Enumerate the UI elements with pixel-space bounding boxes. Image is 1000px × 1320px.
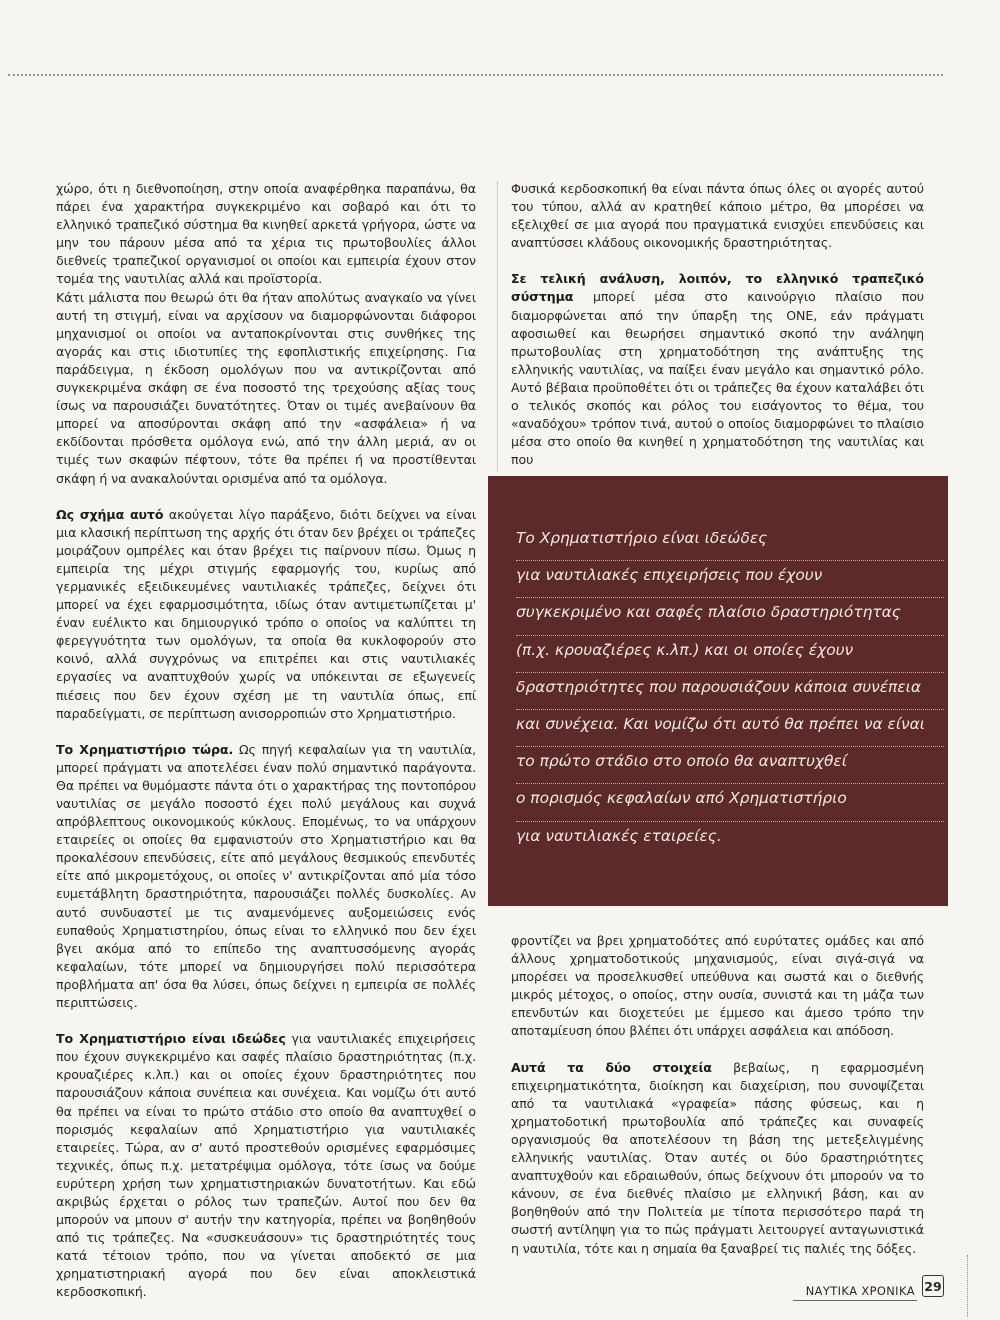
right-bottom-paragraph-2-lead: Αυτά τα δύο στοιχεία — [511, 1059, 712, 1075]
right-bottom-paragraph-2-body: βεβαίως, η εφαρμοσμένη επιχειρηματικότητα, διοίκηση και διαχείριση, που συνοψίζεται από τα ναυτιλιακά «γραφεία» πάσης φύσεως, και η χρηματοδοτική πρωτοβουλία από τράπεζες και συναφείς οργανισμούς θα αποτελέσουν τη βάση της μετεξελιγμένης ελληνικής ναυτιλίας. Όταν αυτές οι δύο δραστηριότητες αναπτυχθούν και εδραιωθούν, όπως δείχνουν ότι μπορούν να το κάνουν, σε ένα διεθνές πλαίσιο με ελληνική βάση, και αν βοηθηθούν από την Πολιτεία με τίποτα περισσότερο παρά τη σωστή αντίληψη για το πώς πράγματι λειτουργεί ανταγωνιστικά η ναυτιλία, τότε και η σημαία θα ξαναβρεί τις παλιές της δόξες. — [511, 1059, 924, 1256]
pull-quote-line: το πρώτο στάδιο στο οποίο θα αναπτυχθεί — [516, 747, 944, 784]
column-divider — [497, 182, 498, 472]
left-paragraph-3-lead: Ως σχήμα αυτό — [56, 506, 164, 522]
page-edge-rule — [967, 1255, 968, 1317]
pull-quote-line: για ναυτιλιακές επιχειρήσεις που έχουν — [516, 561, 944, 598]
left-column — [56, 180, 476, 1302]
left-paragraph-4-body: Ως πηγή κεφαλαίων για τη ναυτιλία, μπορεί πράγματι να αποτελέσει έναν πολύ σημαντικό παράγοντα. Θα πρέπει να θυμόμαστε πάντα ότι ο χαρακτήρας της ποντοπόρου ναυτιλίας σε μεγάλο ποσοστό έχει πολύ μεγάλους και συχνά απρόβλεπτους οικονομικούς κύκλους. Επομένως, το να υπάρχουν εταιρείες οι οποίες θα εμφανιστούν στο Χρηματιστήριο και θα προκαλέσουν επενδύσεις, είτε από μεγάλους θεσμικούς επενδυτές είτε από μικρομετόχους, οι οποίες ν' αντικρίζονται από μία τόσο ευμετάβλητη δραστηριότητα, παρουσιάζει πολλές δυσκολίες. Αν αυτό συνδυαστεί με τις αναμενόμενες αυξομειώσεις ενός ευπαθούς Χρηματιστηρίου, όπως είναι το ελληνικό που δεν έχει βγει ακόμα από το επίπεδο της αναπτυσσόμενης αγοράς κεφαλαίων, τότε μπορεί να δημιουργήσει πολύ περισσότερα προβλήματα απ' όσα θα λύσει, όπως δείχνει η εμπειρία σε πολλές περιπτώσεις. — [56, 741, 476, 1011]
right-top-paragraph-2 — [511, 270, 924, 469]
page-number: 29 — [922, 1275, 944, 1297]
right-bottom-paragraph-2 — [511, 1059, 924, 1258]
pull-quote-line: δραστηριότητες που παρουσιάζουν κάποια συνέπεια — [516, 673, 944, 710]
top-dotted-rule — [8, 74, 943, 76]
pull-quote-line: για ναυτιλιακές εταιρείες. — [516, 826, 722, 845]
left-paragraph-1: χώρο, ότι η διεθνοποίηση, στην οποία αναφέρθηκα παραπάνω, θα πάρει ένα χαρακτήρα συγκεκριμένο και σοβαρό και ότι το ελληνικό τραπεζικό σύστημα θα κινηθεί αρκετά γρήγορα, ώστε να μην του πάρουν μέσα από τα χέρια τις πρωτοβουλίες άλλοι διεθνείς τραπεζικοί οργανισμοί οι οποίοι και εμπειρία έχουν στον τομέα της ναυτιλίας αλλά και προϊστορία. — [56, 181, 476, 287]
right-bottom-paragraph-1: φροντίζει να βρει χρηματοδότες από ευρύτατες ομάδες και από άλλους χρηματοδοτικούς μηχανισμούς, είναι σιγά-σιγά να μπορέσει να προσελκυσθεί υπεύθυνα και σωστά και ο διεθνής μικρός μέτοχος, ο οποίος, στην ουσία, συνιστά και τη μάζα των επενδυτών και διοχετεύει με έμμεσο και άμεσο τρόπο την αποταμίευση όπου βλέπει ότι υπάρχει ασφάλεια και απόδοση. — [511, 933, 924, 1039]
right-column-bottom — [511, 932, 924, 1258]
magazine-name: ΝΑΥΤΙΚΑ ΧΡΟΝΙΚΑ — [805, 1284, 915, 1298]
pull-quote-line: ο πορισμός κεφαλαίων από Χρηματιστήριο — [516, 784, 944, 821]
left-paragraph-5-lead: Το Χρηματιστήριο είναι ιδεώδες — [56, 1031, 286, 1047]
pull-quote-line: Το Χρηματιστήριο είναι ιδεώδες — [516, 524, 944, 561]
left-paragraph-2: Κάτι μάλιστα που θεωρώ ότι θα ήταν απολύτως αναγκαίο να γίνει αυτή τη στιγμή, είναι να αρχίσουν να διαμορφώνονται διάφοροι μηχανισμοί οι οποίοι να ανταποκρίνονται στις συνθήκες της αγοράς και στις ιδιοτυπίες της εφοπλιστικής επιχείρησης. Για παράδειγμα, η έκδοση ομολόγων που να αντικρίζονται από συγκεκριμένα σκάφη σε ένα ποσοστό της τρεχούσης αξίας τους ίσως να παρουσιάζει δυνατότητες. Όταν οι τιμές ανεβαίνουν θα μπορεί να αποσύρονται σκάφη από την «ασφάλεια» ή να εκδίδονται πρόσθετα ομόλογα ενώ, από την άλλη μεριά, αν οι τιμές των σκαφών πέφτουν, τότε θα πρέπει ή να προστίθενται σκάφη ή να ανακαλούνται ορισμένα από τα ομόλογα. — [56, 289, 476, 486]
pull-quote-line: συγκεκριμένο και σαφές πλαίσιο δραστηριότητας — [516, 598, 944, 635]
left-paragraph-3 — [56, 506, 476, 723]
footer-rule — [793, 1300, 917, 1301]
left-paragraph-3-body: ακούγεται λίγο παράξενο, διότι δείχνει να είναι μια κλασική περίπτωση της αρχής ότι όταν δεν βρέχει οι τράπεζες μοιράζουν ομπρέλες και όταν βρέχει τις παίρνουν πίσω. Όμως η εμπειρία της μέχρι στιγμής εφαρμογής του, κυρίως από γερμανικές εξειδικευμένες ναυτιλιακές τράπεζες, δείχνει ότι μπορεί να έχει εφαρμοσιμότητα, ιδίως όταν αντιμετωπίζεται μ' έναν ευέλικτο και δημιουργικό τρόπο ο οποίος να καλύπτει τη φερεγγυότητα των ομολόγων, τα οποία θα κυκλοφορούν στο κοινό, αλλά συγχρόνως να επιτρέπει και στις ναυτιλιακές εργασίες να αναπτυχθούν χωρίς να υπόκεινται σε εξωγενείς πιέσεις που δεν έχουν σχέση με τη ναυτιλία όπως, επί παραδείγματι, σε περίπτωση ανισορροπιών στο Χρηματιστήριο. — [56, 506, 477, 721]
right-column-top — [511, 180, 924, 469]
pull-quote-line: (π.χ. κρουαζιέρες κ.λπ.) και οι οποίες έχουν — [516, 636, 944, 673]
right-top-paragraph-2-body: μπορεί μέσα στο καινούργιο πλαίσιο που διαμορφώνεται από την ύπαρξη της ΟΝΕ, εάν πράγματι αφοσιωθεί και θεωρήσει σημαντικό σκοπό την ανάληψη πρωτοβουλίας στη χρηματοδότηση της ανάπτυξης της ελληνικής ναυτιλίας, να παίξει έναν μεγάλο και σημαντικό ρόλο. Αυτό βέβαια προϋποθέτει ότι οι τράπεζες θα έχουν καταλάβει ότι ο τελικός σκοπός και ρόλος του εισάγοντος το θέμα, του «αναδόχου» τρόπον τινά, αυτού ο οποίος διαμορφώνει το πλαίσιο μέσα στο οποίο θα κινηθεί η χρηματοδότηση της ναυτιλίας και που — [511, 289, 924, 468]
pull-quote — [516, 524, 944, 858]
left-paragraph-5 — [56, 1030, 476, 1301]
right-top-paragraph-2-lead: Σε τελική ανάλυση, λοιπόν, το ελληνικό τραπεζικό σύστημα — [511, 271, 924, 305]
left-paragraph-4-lead: Το Χρηματιστήριο τώρα. — [56, 741, 234, 757]
left-paragraph-5-body: για ναυτιλιακές επιχειρήσεις που έχουν συγκεκριμένο και σαφές πλαίσιο δραστηριότητας (π.χ. κρουαζιέρες κ.λπ.) και οι οποίες έχουν δραστηριότητες που παρουσιάζουν κάποια συνέπεια και συνέχεια. Και νομίζω ότι αυτό θα πρέπει να είναι το πρώτο στάδιο στο οποίο θα αναπτυχθεί ο πορισμός κεφαλαίων από Χρηματιστήριο για ναυτιλιακές εταιρείες. Τώρα, αν σ' αυτό προστεθούν ορισμένες εφαρμόσιμες τεχνικές, όπως π.χ. μετατρέψιμα ομόλογα, τότε ίσως να δούμε ευρύτερη χρήση των χρηματιστηριακών δυνατοτήτων. Και εδώ ακριβώς έρχεται ο ρόλος των τραπεζών. Αυτοί που δεν θα μπορούν να μπουν σ' αυτήν την κατηγορία, πρέπει να βοηθηθούν από τις τράπεζες. Να «συσκευάσουν» τις δραστηριότητές τους κατά τέτοιον τρόπο, που να γίνεται αποδεκτό σε μια χρηματιστηριακή αγορά που δεν είναι αποκλειστικά κερδοσκοπική. — [56, 1031, 476, 1300]
left-paragraph-4 — [56, 741, 476, 1012]
right-top-paragraph-1: Φυσικά κερδοσκοπική θα είναι πάντα όπως όλες οι αγορές αυτού του τύπου, αλλά αν κρατηθεί κάποιο μέτρο, θα μπορέσει να εξελιχθεί σε μια αγορά που πραγματικά ενισχύει επενδύσεις και αναπτύσσει κλάδους οικονομικής δραστηριότητας. — [511, 181, 924, 251]
pull-quote-line: και συνέχεια. Και νομίζω ότι αυτό θα πρέπει να είναι — [516, 710, 944, 747]
